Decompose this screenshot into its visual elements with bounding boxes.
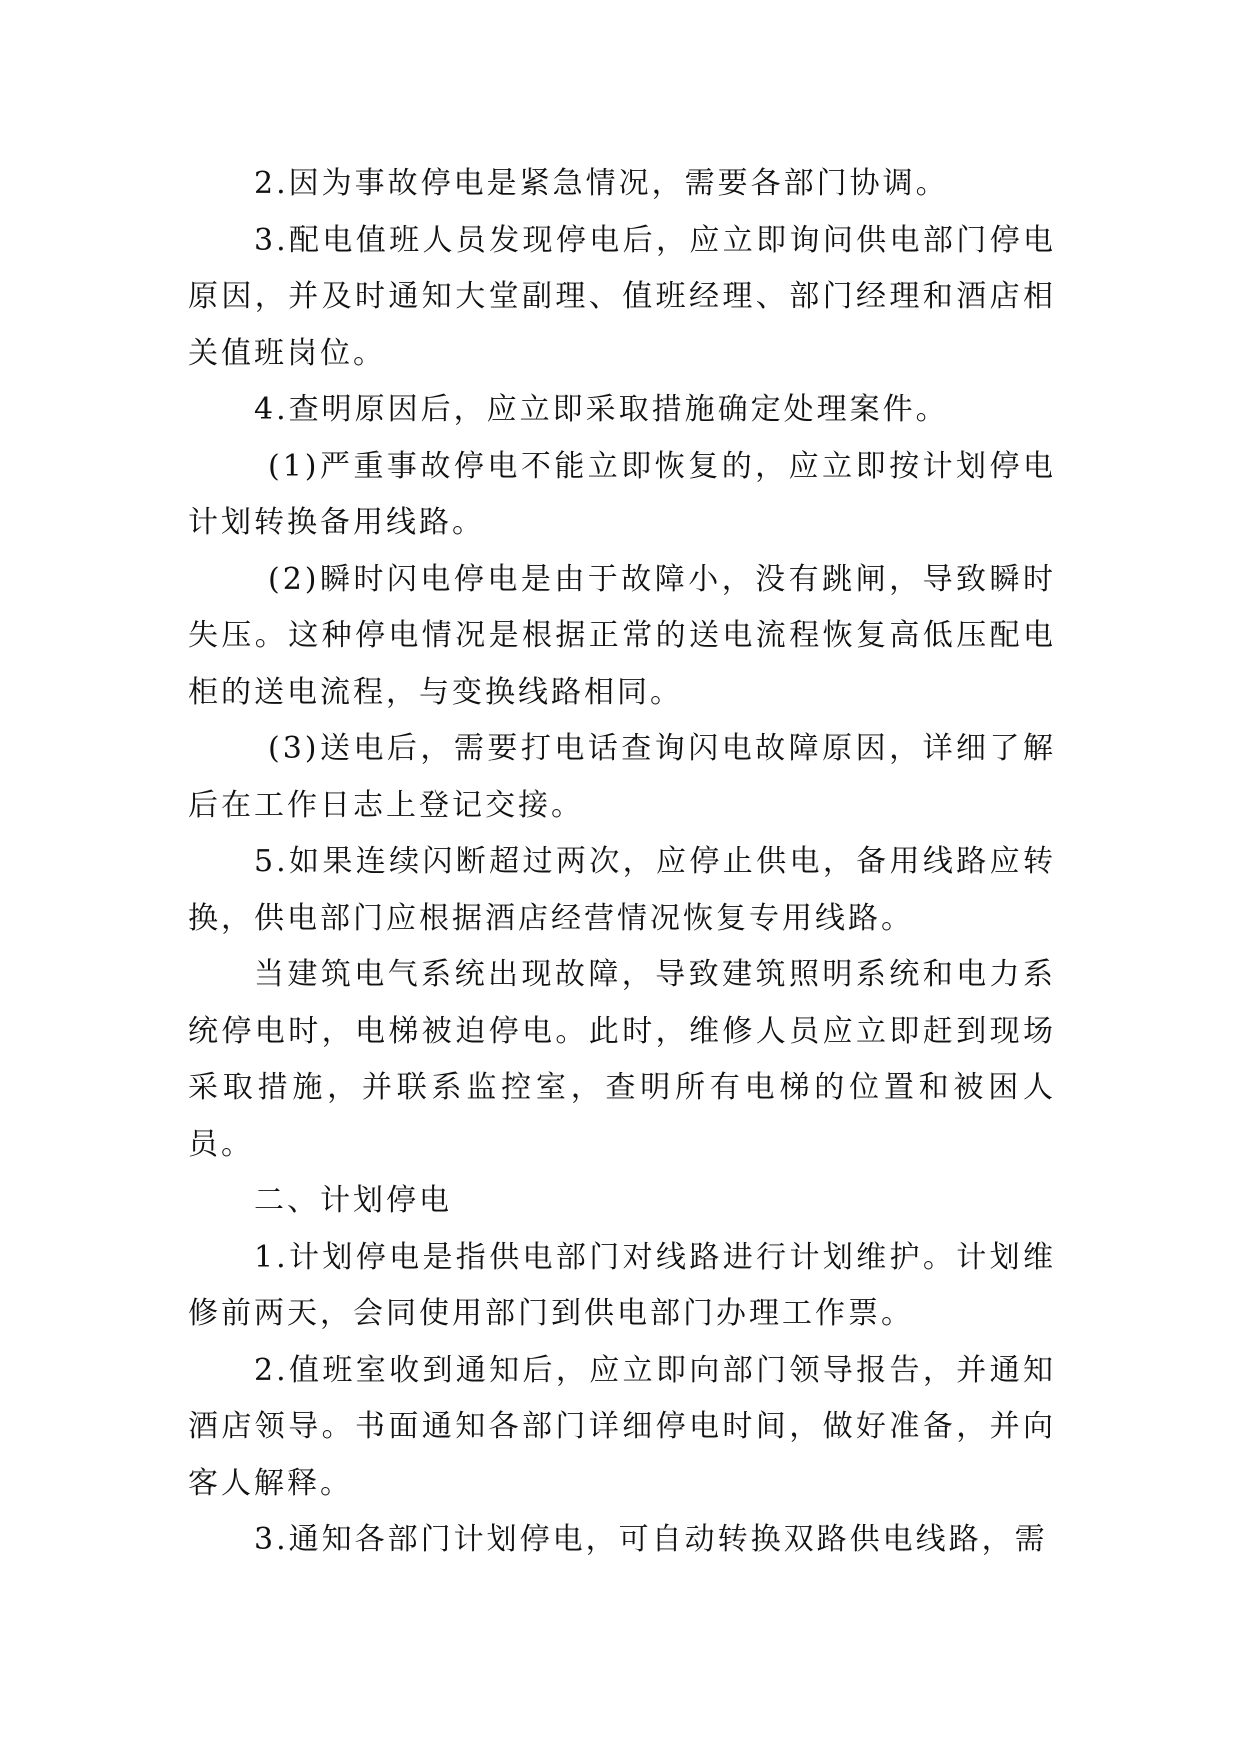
sub-item-2: (2)瞬时闪电停电是由于故障小，没有跳闸，导致瞬时失压。这种停电情况是根据正常的送电流程恢复高低压配电柜的送电流程，与变换线路相同。 bbox=[188, 561, 1056, 710]
elevator-paragraph: 当建筑电气系统出现故障，导致建筑照明系统和电力系统停电时，电梯被迫停电。此时，维修人员应立即赶到现场采取措施，并联系监控室，查明所有电梯的位置和被困人员。 bbox=[188, 957, 1056, 1162]
paragraph-item-2: 2.因为事故停电是紧急情况，需要各部门协调。 bbox=[254, 166, 949, 201]
planned-item-2: 2.值班室收到通知后，应立即向部门领导报告，并通知酒店领导。书面通知各部门详细停电时间，做好准备，并向客人解释。 bbox=[188, 1352, 1056, 1501]
sub-item-1: (1)严重事故停电不能立即恢复的，应立即按计划停电计划转换备用线路。 bbox=[188, 448, 1056, 540]
section-heading-planned-outage: 二、计划停电 bbox=[254, 1183, 452, 1218]
sub-item-3: (3)送电后，需要打电话查询闪电故障原因，详细了解后在工作日志上登记交接。 bbox=[188, 731, 1056, 823]
paragraph-item-3: 3.配电值班人员发现停电后，应立即询问供电部门停电原因，并及时通知大堂副理、值班经理、部门经理和酒店相关值班岗位。 bbox=[188, 222, 1056, 371]
paragraph-item-5: 5.如果连续闪断超过两次，应停止供电，备用线路应转换，供电部门应根据酒店经营情况恢复专用线路。 bbox=[188, 844, 1056, 936]
planned-item-3: 3.通知各部门计划停电，可自动转换双路供电线路，需 bbox=[254, 1522, 1048, 1557]
planned-item-1: 1.计划停电是指供电部门对线路进行计划维护。计划维修前两天，会同使用部门到供电部门办理工作票。 bbox=[188, 1239, 1056, 1331]
document-body bbox=[188, 156, 1056, 1569]
paragraph-item-4: 4.查明原因后，应立即采取措施确定处理案件。 bbox=[254, 392, 949, 427]
